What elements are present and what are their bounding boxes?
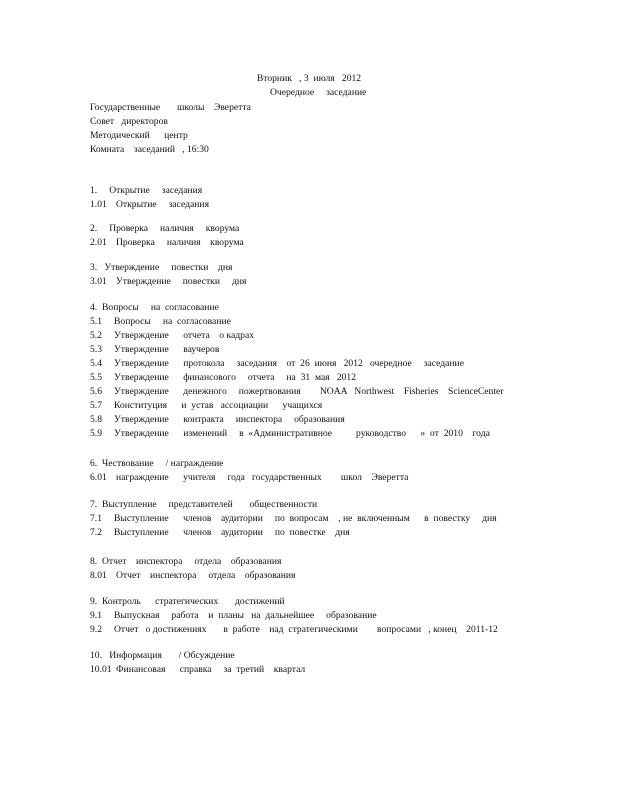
agenda-item-text: Проверка наличия кворума — [116, 237, 244, 248]
org-line: Совет директоров — [90, 116, 168, 127]
org-line: Государственные школы Эверетта — [90, 102, 251, 113]
agenda-item — [90, 276, 246, 288]
agenda-item — [90, 372, 356, 384]
agenda-item-text: Утверждение изменений в «Административное руководство » от 2010 года — [114, 428, 490, 439]
agenda-item-number: 5.1 — [90, 316, 102, 327]
agenda-item-text: Финансовая справка за третий квартал — [116, 664, 306, 675]
agenda-item-text: Утверждение протокола заседания от 26 июня 2012 очередное заседание — [114, 358, 464, 369]
agenda-item — [90, 513, 497, 525]
agenda-item-number: 9.2 — [90, 624, 102, 635]
agenda-item-number: 5.7 — [90, 400, 102, 411]
agenda-item — [90, 316, 231, 328]
agenda-item-text: Отчет о достижениях в работе над стратегическими вопросами , конец 2011-12 — [114, 624, 498, 635]
section-heading: 8. Отчет инспектора отдела образования — [90, 556, 282, 567]
agenda-item-text: Выступление членов аудитории по вопросам , не включенным в повестку дня — [114, 513, 497, 524]
agenda-item — [90, 358, 464, 370]
section-heading: 4. Вопросы на согласование — [90, 302, 219, 313]
agenda-item-text: Утверждение отчета о кадрах — [114, 330, 255, 341]
agenda-item-number: 5.2 — [90, 330, 102, 341]
agenda-item-number: 8.01 — [90, 570, 107, 581]
agenda-item-number: 5.5 — [90, 372, 102, 383]
section-heading: 3. Утверждение повестки дня — [90, 262, 233, 273]
section-heading: 7. Выступление представителей общественности — [90, 499, 318, 510]
agenda-item-number: 10.01 — [90, 664, 112, 675]
agenda-item-text: Конституция и устав ассоциации учащихся — [114, 400, 323, 411]
agenda-item — [90, 344, 219, 356]
section-heading: 2. Проверка наличия кворума — [90, 223, 240, 234]
agenda-item-text: награждение учителя года государственных школ Эверетта — [116, 472, 409, 483]
agenda-item-text: Отчет инспектора отдела образования — [116, 570, 296, 581]
agenda-item — [90, 664, 305, 676]
org-line: Комната заседаний , 16:30 — [90, 144, 209, 155]
agenda-item-number: 6.01 — [90, 472, 107, 483]
section-heading: 10. Информация / Обсуждение — [90, 650, 235, 661]
org-line: Методический центр — [90, 130, 188, 141]
section-heading: 6. Чествование / награждение — [90, 458, 224, 469]
agenda-item-text: Открытие заседания — [116, 199, 209, 210]
agenda-item — [90, 624, 498, 636]
section-heading: 1. Открытие заседания — [90, 185, 203, 196]
agenda-item-number: 1.01 — [90, 199, 107, 210]
agenda-item — [90, 527, 350, 539]
agenda-item — [90, 610, 377, 622]
agenda-item-number: 5.6 — [90, 386, 102, 397]
agenda-item-text: Утверждение ваучеров — [114, 344, 220, 355]
agenda-item — [90, 199, 209, 211]
agenda-item-number: 7.1 — [90, 513, 102, 524]
agenda-item-text: Выпускная работа и планы на дальнейшее образование — [114, 610, 377, 621]
agenda-item-text: Утверждение денежного пожертвования NOAA Northwest Fisheries ScienceCenter — [114, 386, 504, 397]
agenda-item-number: 9.1 — [90, 610, 102, 621]
meeting-title: Очередное заседание — [270, 87, 367, 98]
agenda-item-number: 5.8 — [90, 414, 102, 425]
agenda-item-number: 7.2 — [90, 527, 102, 538]
agenda-item-number: 2.01 — [90, 237, 107, 248]
agenda-item — [90, 428, 490, 440]
agenda-item-number: 5.3 — [90, 344, 102, 355]
meeting-date: Вторник , 3 июля 2012 — [256, 73, 362, 84]
agenda-item — [90, 386, 503, 398]
agenda-item — [90, 400, 322, 412]
agenda-item — [90, 570, 295, 582]
agenda-item-text: Выступление членов аудитории по повестке дня — [114, 527, 350, 538]
agenda-item-text: Утверждение повестки дня — [116, 276, 247, 287]
agenda-item-number: 5.9 — [90, 428, 102, 439]
agenda-item — [90, 330, 254, 342]
agenda-item — [90, 414, 345, 426]
agenda-item-text: Вопросы на согласование — [114, 316, 231, 327]
section-heading: 9. Контроль стратегических достижений — [90, 596, 285, 607]
agenda-item — [90, 472, 408, 484]
agenda-item-number: 3.01 — [90, 276, 107, 287]
agenda-item — [90, 237, 244, 249]
agenda-item-text: Утверждение финансового отчета на 31 мая 2012 — [114, 372, 357, 383]
agenda-item-text: Утверждение контракта инспектора образования — [114, 414, 345, 425]
agenda-item-number: 5.4 — [90, 358, 102, 369]
